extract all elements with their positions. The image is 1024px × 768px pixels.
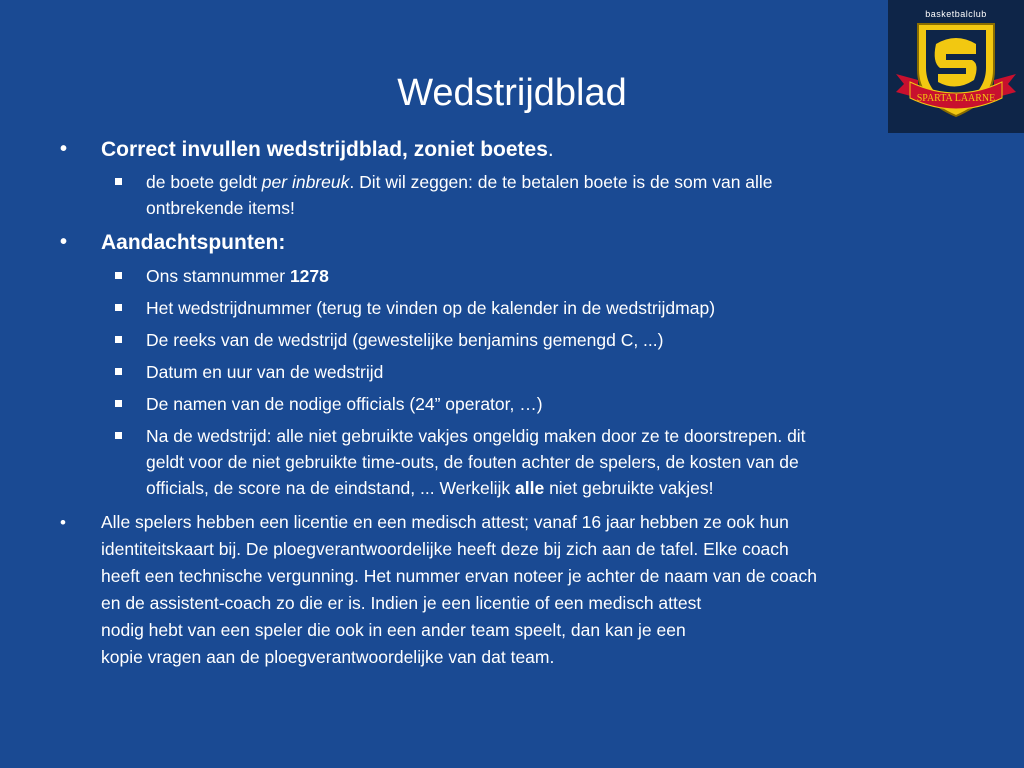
item-line: Alle spelers hebben een licentie en een medisch attest; vanaf 16 jaar hebben ze ook hun (101, 512, 789, 532)
sub-item-line: geldt voor de niet gebruikte time-outs, de fouten achter de spelers, de kosten van de (146, 452, 799, 472)
item-title: Correct invullen wedstrijdblad, zoniet boetes (101, 138, 548, 161)
slide-body (60, 134, 960, 671)
sub-text: De reeks van de wedstrijd (gewestelijke benjamins gemengd C, ...) (146, 330, 664, 350)
item-title: Aandachtspunten: (101, 231, 286, 254)
sub-text: de boete geldt (146, 172, 262, 192)
sub-text: Datum en uur van de wedstrijd (146, 362, 384, 382)
square-bullet-icon (115, 400, 122, 407)
sub-text: officials, de score na de eindstand, ... Werkelijk (146, 478, 515, 498)
sub-text: niet gebruikte vakjes! (544, 478, 714, 498)
sub-text: De namen van de nodige officials (24” operator, …) (146, 394, 543, 414)
sub-text-bold: alle (515, 478, 545, 498)
item-line: identiteitskaart bij. De ploegverantwoordelijke heeft deze bij zich aan de tafel. Elke coach (101, 539, 789, 559)
item-title-end: . (547, 138, 554, 161)
sub-bullet-item (60, 169, 960, 221)
sub-bullet-item (60, 295, 960, 321)
square-bullet-icon (115, 178, 122, 185)
square-bullet-icon (115, 336, 122, 343)
logo-top-text: basketbalclub (925, 9, 987, 19)
sub-item-line (146, 475, 960, 501)
bullet-icon: • (60, 513, 66, 532)
sub-text-italic: per inbreuk (261, 172, 350, 192)
square-bullet-icon (115, 368, 122, 375)
sub-text: Het wedstrijdnummer (terug te vinden op de kalender in de wedstrijdmap) (146, 298, 716, 318)
stamnummer-value: 1278 (289, 266, 329, 286)
sub-bullet-item (60, 423, 960, 501)
item-line: nodig hebt van een speler die ook in een ander team speelt, dan kan je een (101, 620, 686, 640)
square-bullet-icon (115, 304, 122, 311)
square-bullet-icon (115, 272, 122, 279)
bullet-icon: • (60, 231, 68, 253)
sub-text: Ons stamnummer (146, 266, 290, 286)
sub-bullet-item (60, 327, 960, 353)
sub-item-line: ontbrekende items! (146, 198, 295, 218)
bullet-icon: • (60, 138, 68, 160)
bullet-item (60, 136, 960, 163)
sub-item-line: Na de wedstrijd: alle niet gebruikte vakjes ongeldig maken door ze te doorstrepen. dit (146, 426, 806, 446)
square-bullet-icon (115, 432, 122, 439)
item-line: kopie vragen aan de ploegverantwoordelijke van dat team. (101, 647, 555, 667)
logo-banner-text: SPARTA LAARNE (916, 93, 996, 104)
sub-bullet-item (60, 359, 960, 385)
sub-bullet-item (60, 263, 960, 289)
item-line: en de assistent-coach zo die er is. Indien je een licentie of een medisch attest (101, 593, 702, 613)
bullet-item (60, 509, 960, 671)
sub-text: . Dit wil zeggen: de te betalen boete is de som van alle (349, 172, 773, 192)
sub-bullet-item (60, 391, 960, 417)
item-line: heeft een technische vergunning. Het nummer ervan noteer je achter de naam van de coach (101, 566, 817, 586)
slide-title: Wedstrijdblad (397, 72, 627, 114)
bullet-item (60, 229, 960, 256)
sub-item-line (146, 169, 960, 195)
